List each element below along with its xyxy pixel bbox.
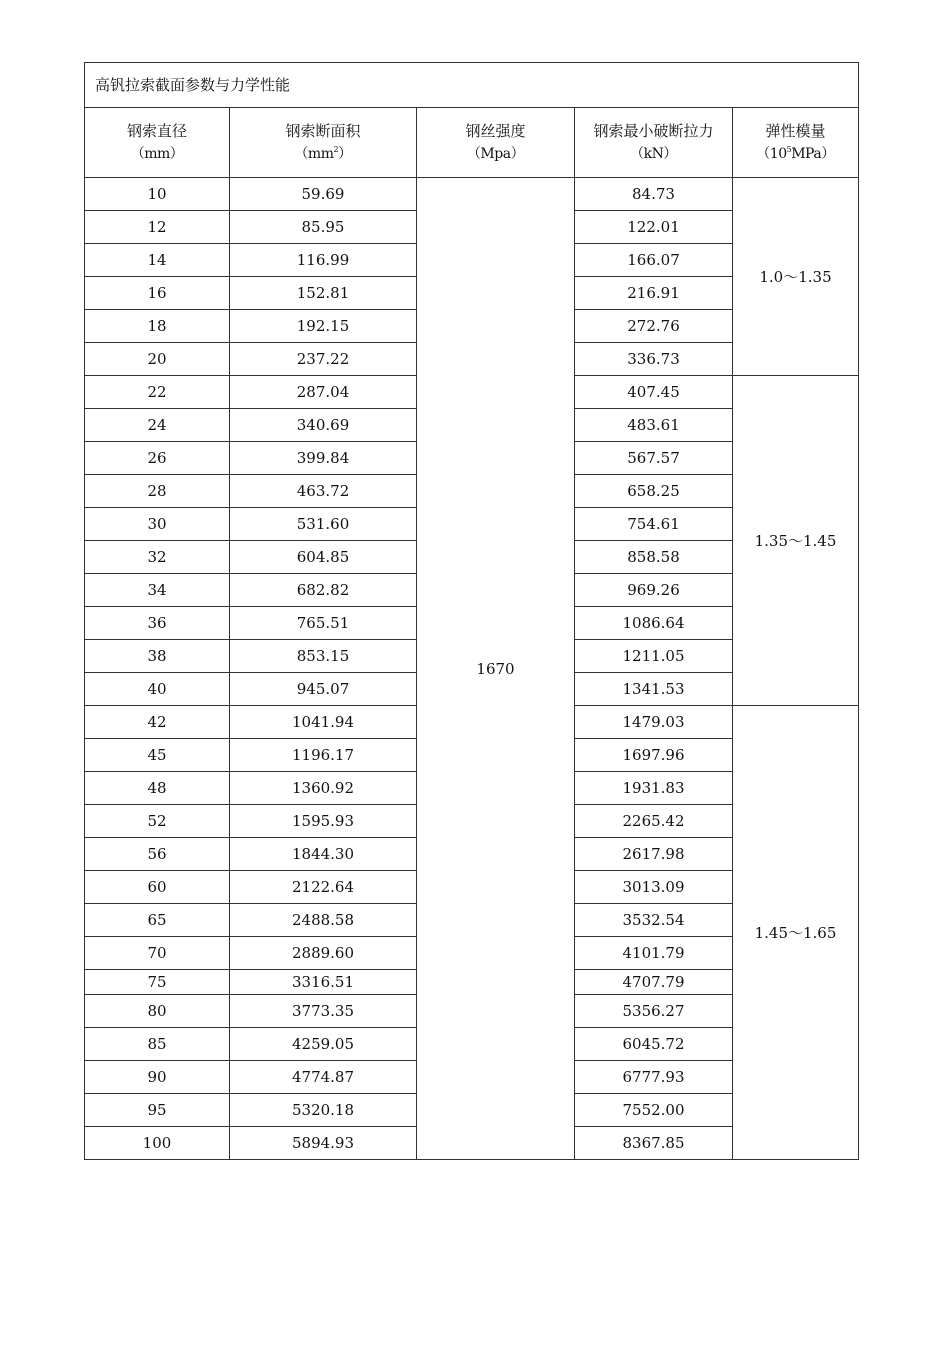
header-break-force-unit: （kN） [630,146,677,163]
cell-diameter: 75 [85,970,230,995]
cell-area: 5320.18 [230,1094,417,1127]
cell-force: 2265.42 [575,805,733,838]
cell-force: 1931.83 [575,772,733,805]
cell-force: 4707.79 [575,970,733,995]
cell-diameter: 80 [85,995,230,1028]
cell-area: 531.60 [230,508,417,541]
cell-diameter: 32 [85,541,230,574]
cell-force: 1086.64 [575,607,733,640]
cell-diameter: 12 [85,211,230,244]
cell-area: 287.04 [230,376,417,409]
cell-force: 1211.05 [575,640,733,673]
header-diameter-unit: （mm） [130,146,184,163]
cell-area: 682.82 [230,574,417,607]
cell-force: 969.26 [575,574,733,607]
header-modulus-unit: $(10^5MPa)$ [756,145,835,163]
cell-force: 1697.96 [575,739,733,772]
cell-force: 483.61 [575,409,733,442]
cell-force: 2617.98 [575,838,733,871]
cell-area: 3773.35 [230,995,417,1028]
header-strength-label: 钢丝强度 [465,122,526,141]
cell-area: 4259.05 [230,1028,417,1061]
cell-diameter: 38 [85,640,230,673]
cell-diameter: 30 [85,508,230,541]
cell-area: 85.95 [230,211,417,244]
cell-area: 399.84 [230,442,417,475]
cell-diameter: 56 [85,838,230,871]
cell-diameter: 22 [85,376,230,409]
cell-diameter: 16 [85,277,230,310]
cell-diameter: 36 [85,607,230,640]
cell-area: 463.72 [230,475,417,508]
cell-area: 1360.92 [230,772,417,805]
cell-area: 765.51 [230,607,417,640]
modulus-group-2: 1.35～1.45 [733,376,859,706]
cell-force: 754.61 [575,508,733,541]
cell-force: 336.73 [575,343,733,376]
cell-force: 1479.03 [575,706,733,739]
cell-diameter: 20 [85,343,230,376]
cell-force: 4101.79 [575,937,733,970]
cell-force: 567.57 [575,442,733,475]
cell-area: 604.85 [230,541,417,574]
cell-area: 853.15 [230,640,417,673]
cell-diameter: 24 [85,409,230,442]
cell-area: 2889.60 [230,937,417,970]
header-strength [417,108,575,178]
cell-diameter: 14 [85,244,230,277]
header-break-force [575,108,733,178]
cell-diameter: 40 [85,673,230,706]
cell-force: 858.58 [575,541,733,574]
cell-area: 945.07 [230,673,417,706]
header-break-force-label: 钢索最小破断拉力 [593,122,714,141]
cell-area: 1041.94 [230,706,417,739]
cell-force: 5356.27 [575,995,733,1028]
table-row [85,178,859,211]
cell-force: 6045.72 [575,1028,733,1061]
header-area-label: 钢索断面积 [285,122,361,141]
cell-area: 1595.93 [230,805,417,838]
cell-area: 340.69 [230,409,417,442]
cell-area: 152.81 [230,277,417,310]
cell-area: 2488.58 [230,904,417,937]
cell-diameter: 100 [85,1127,230,1160]
cell-diameter: 95 [85,1094,230,1127]
cell-diameter: 70 [85,937,230,970]
modulus-group-1: 1.0～1.35 [733,178,859,376]
header-modulus [733,108,859,178]
cell-area: 192.15 [230,310,417,343]
cell-diameter: 60 [85,871,230,904]
cell-diameter: 10 [85,178,230,211]
cell-force: 122.01 [575,211,733,244]
cell-area: 5894.93 [230,1127,417,1160]
header-area-unit: $(mm^2)$ [294,145,352,163]
header-area [230,108,417,178]
cell-force: 3532.54 [575,904,733,937]
cell-area: 1844.30 [230,838,417,871]
cell-force: 6777.93 [575,1061,733,1094]
cell-force: 216.91 [575,277,733,310]
cell-diameter: 18 [85,310,230,343]
cell-diameter: 28 [85,475,230,508]
cell-diameter: 45 [85,739,230,772]
header-diameter [85,108,230,178]
cell-area: 59.69 [230,178,417,211]
cell-force: 1341.53 [575,673,733,706]
cell-force: 407.45 [575,376,733,409]
cell-diameter: 52 [85,805,230,838]
cell-area: 1196.17 [230,739,417,772]
cell-force: 7552.00 [575,1094,733,1127]
cell-diameter: 85 [85,1028,230,1061]
cell-diameter: 48 [85,772,230,805]
header-diameter-label: 钢索直径 [126,122,187,141]
header-strength-unit: （Mpa） [466,146,525,163]
cell-force: 658.25 [575,475,733,508]
cell-force: 166.07 [575,244,733,277]
cable-spec-table [84,62,859,1160]
header-modulus-label: 弹性模量 [765,122,826,141]
header-row [85,108,859,178]
cell-area: 2122.64 [230,871,417,904]
table-title: 高钒拉索截面参数与力学性能 [85,63,859,108]
cell-force: 272.76 [575,310,733,343]
cell-force: 3013.09 [575,871,733,904]
cell-area: 237.22 [230,343,417,376]
modulus-group-3: 1.45～1.65 [733,706,859,1160]
cell-area: 116.99 [230,244,417,277]
cell-force: 8367.85 [575,1127,733,1160]
cell-diameter: 65 [85,904,230,937]
cell-diameter: 90 [85,1061,230,1094]
cell-force: 84.73 [575,178,733,211]
cell-diameter: 26 [85,442,230,475]
cell-area: 4774.87 [230,1061,417,1094]
strength-value: 1670 [417,178,575,1160]
cell-diameter: 34 [85,574,230,607]
cell-diameter: 42 [85,706,230,739]
cell-area: 3316.51 [230,970,417,995]
